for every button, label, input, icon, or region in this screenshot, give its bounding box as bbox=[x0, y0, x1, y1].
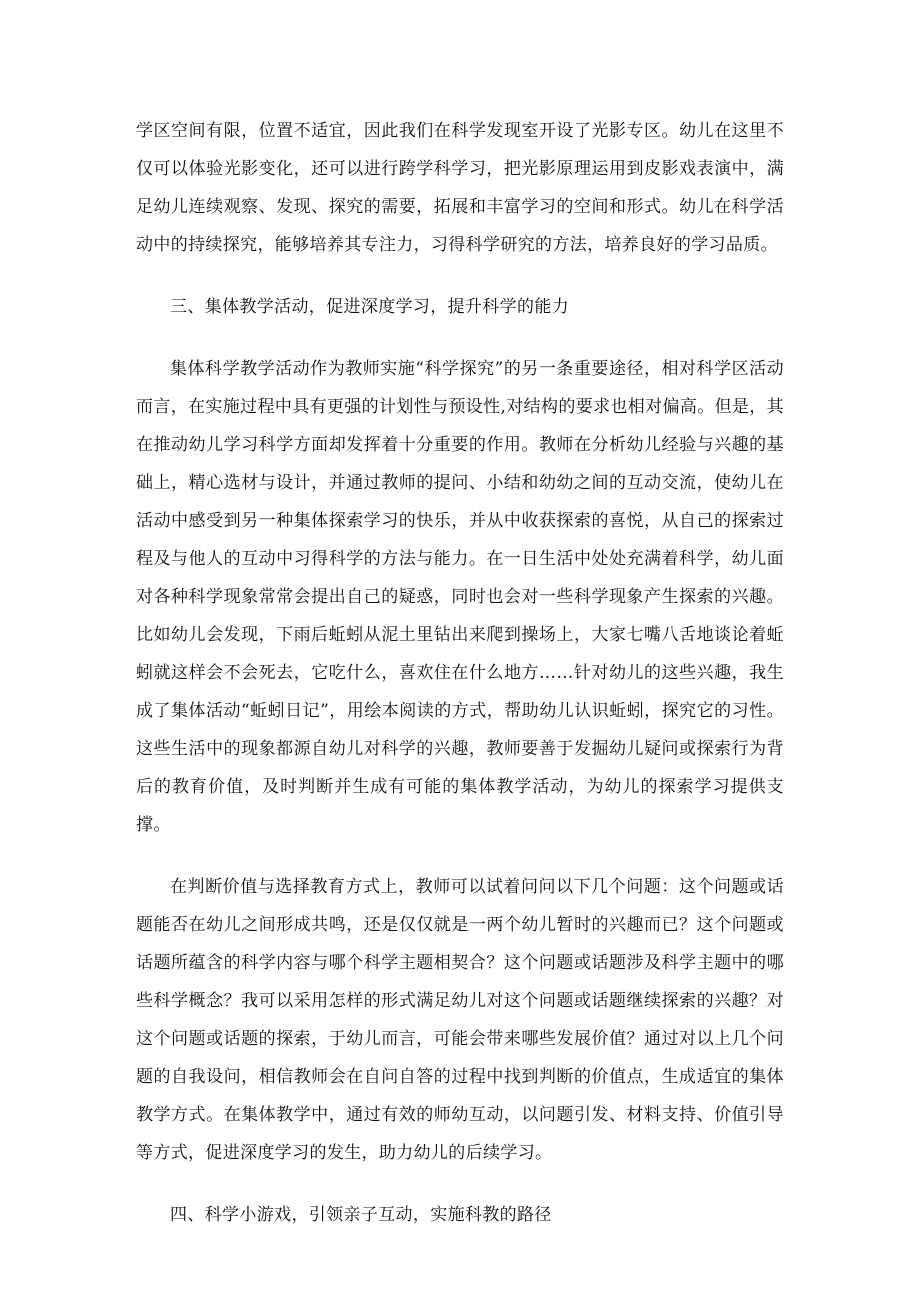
paragraph-gap bbox=[136, 844, 784, 868]
paragraph-collective-teaching: 集体科学教学活动作为教师实施“科学探究”的另一条重要途径，相对科学区活动而言，在实施过程中具有更强的计划性与预设性,对结构的要求也相对偏高。但是，其在推动幼儿学习科学方面却发挥着十分重要的作用。教师在分析幼儿经验与兴趣的基础上，精心选材与设计，并通过教师的提问、小结和幼幼之间的互动交流，使幼儿在活动中感受到另一种集体探索学习的快乐，并从中收获探索的喜悦，从自己的探索过程及与他人的互动中习得科学的方法与能力。在一日生活中处处充满着科学，幼儿面对各种科学现象常常会提出自己的疑惑，同时也会对一些科学现象产生探索的兴趣。比如幼儿会发现，下雨后蚯蚓从泥土里钻出来爬到操场上，大家七嘴八舌地谈论着蚯蚓就这样会不会死去，它吃什么，喜欢住在什么地方……针对幼儿的这些兴趣，我生成了集体活动“蚯蚓日记”，用绘本阅读的方式，帮助幼儿认识蚯蚓，探究它的习性。这些生活中的现象都源自幼儿对科学的兴趣，教师要善于发掘幼儿疑问或探索行为背后的教育价值，及时判断并生成有可能的集体教学活动，为幼儿的探索学习提供支撑。 bbox=[136, 359, 784, 835]
paragraph-light-shadow-zone: 学区空间有限，位置不适宜，因此我们在科学发现室开设了光影专区。幼儿在这里不仅可以体验光影变化，还可以进行跨学科学习，把光影原理运用到皮影戏表演中，满足幼儿连续观察、发现、探究的需要，拓展和丰富学习的空间和形式。幼儿在科学活动中的持续探究，能够培养其专注力，习得科学研究的方法，培养良好的学习品质。 bbox=[136, 121, 784, 255]
paragraph-gap bbox=[136, 264, 784, 288]
paragraph-gap bbox=[136, 326, 784, 350]
document-page bbox=[136, 112, 784, 1234]
section-heading-3: 三、集体教学活动，促进深度学习，提升科学的能力 bbox=[170, 297, 570, 317]
section-heading-4: 四、科学小游戏，引领亲子互动，实施科教的路径 bbox=[170, 1205, 552, 1225]
paragraph-gap bbox=[136, 1172, 784, 1196]
paragraph-judging-value: 在判断价值与选择教育方式上，教师可以试着问问以下几个问题：这个问题或话题能否在幼儿之间形成共鸣，还是仅仅就是一两个幼儿暂时的兴趣而已？这个问题或话题所蕴含的科学内容与哪个科学主题相契合？这个问题或话题涉及科学主题中的哪些科学概念？我可以采用怎样的形式满足幼儿对这个问题或话题继续探索的兴趣？对这个问题或话题的探索，于幼儿而言，可能会带来哪些发展价值？通过对以上几个问题的自我设问，相信教师会在自问自答的过程中找到判断的价值点，生成适宜的集体教学方式。在集体教学中，通过有效的师幼互动，以问题引发、材料支持、价值引导等方式，促进深度学习的发生，助力幼儿的后续学习。 bbox=[136, 877, 784, 1163]
